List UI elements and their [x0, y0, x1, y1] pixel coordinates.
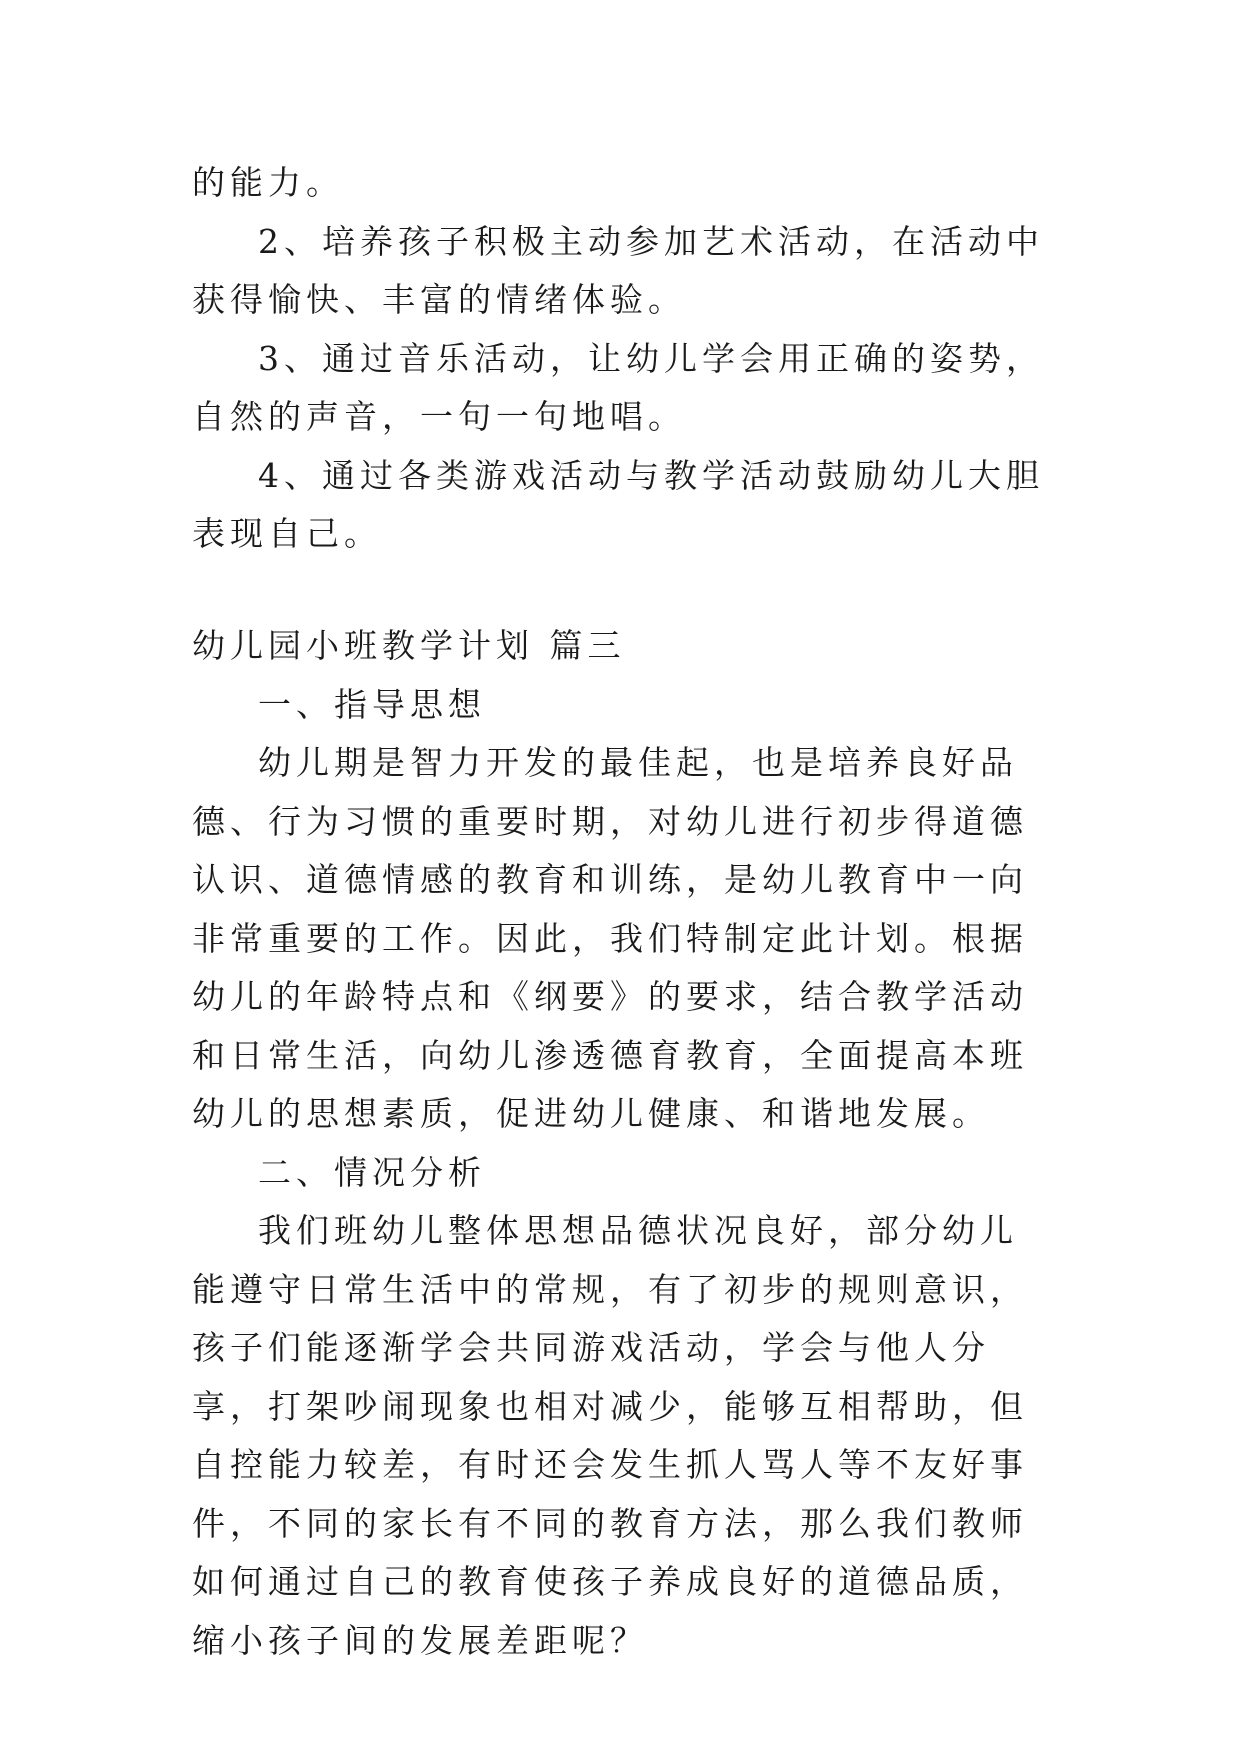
body-paragraph: 幼儿期是智力开发的最佳起，也是培养良好品德、行为习惯的重要时期，对幼儿进行初步得道德认识、道德情感的教育和训练，是幼儿教育中一向非常重要的工作。因此，我们特制定此计划。根据幼儿的年龄特点和《纲要》的要求，结合教学活动和日常生活，向幼儿渗透德育教育，全面提高本班幼儿的思想素质，促进幼儿健康、和谐地发展。 [192, 743, 1028, 1133]
body-paragraph: 我们班幼儿整体思想品德状况良好，部分幼儿能遵守日常生活中的常规，有了初步的规则意识，孩子们能逐渐学会共同游戏活动，学会与他人分享，打架吵闹现象也相对减少，能够互相帮助，但自控能力较差，有时还会发生抓人骂人等不友好事件，不同的家长有不同的教育方法，那么我们教师如何通过自己的教育使孩子养成良好的道德品质，缩小孩子间的发展差距呢？ [192, 1211, 1028, 1660]
section-three [192, 617, 1052, 1670]
top-section [192, 154, 1052, 564]
list-item: 3、通过音乐活动，让幼儿学会用正确的姿势，自然的声音，一句一句地唱。 [192, 338, 1044, 436]
section-heading: 二、情况分析 [258, 1152, 486, 1192]
continued-paragraph: 的能力。 [192, 163, 344, 202]
section-title: 幼儿园小班教学计划 篇三 [192, 626, 626, 665]
section-heading: 一、指导思想 [258, 684, 486, 724]
list-item: 2、培养孩子积极主动参加艺术活动，在活动中获得愉快、丰富的情绪体验。 [192, 221, 1044, 319]
list-item: 4、通过各类游戏活动与教学活动鼓励幼儿大胆表现自己。 [192, 455, 1044, 553]
